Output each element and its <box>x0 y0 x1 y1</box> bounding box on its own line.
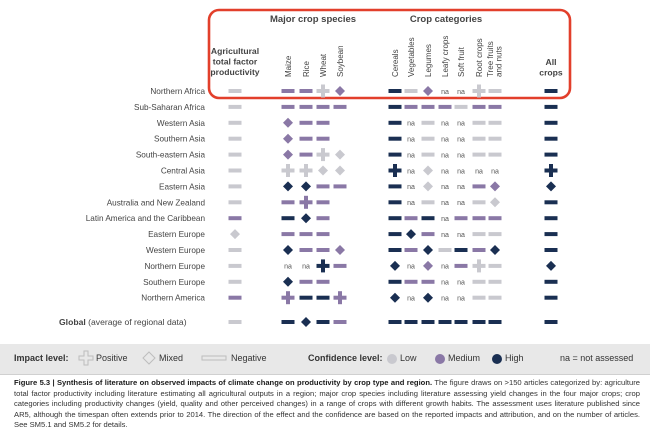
cell-softfruit <box>455 264 468 268</box>
cell-legumes <box>422 153 435 157</box>
cell-maize <box>282 291 295 304</box>
cell-wheat <box>317 259 330 272</box>
svg-text:na: na <box>491 168 499 176</box>
cell-soybean <box>335 86 345 96</box>
cell-rootcrops <box>473 200 486 204</box>
row-label: Eastern Europe <box>148 230 205 240</box>
global-cell-soybean <box>334 320 347 324</box>
cell-legumes <box>423 293 433 303</box>
cell-agri <box>229 137 242 141</box>
cell-cereals <box>389 200 402 204</box>
cell-wheat <box>317 232 330 236</box>
cell-wheat <box>317 184 330 188</box>
cell-cereals <box>389 121 402 125</box>
cell-rootcrops <box>473 259 486 272</box>
column-header-soybean: Soybean <box>336 45 345 77</box>
global-cell-cereals <box>389 320 402 324</box>
cell-leafy <box>441 200 449 207</box>
cell-vegetables <box>407 184 415 191</box>
cell-vegetables <box>407 137 415 144</box>
cell-wheat <box>317 280 330 284</box>
cell-legumes <box>422 280 435 284</box>
cell-softfruit <box>457 89 465 96</box>
row-label: Sub-Saharan Africa <box>133 102 205 112</box>
cell-leafy <box>441 296 449 303</box>
column-header-vegetables: Vegetables <box>407 37 416 77</box>
svg-text:na: na <box>441 168 449 176</box>
cell-maize <box>283 150 293 160</box>
cell-rice <box>300 121 313 125</box>
cell-softfruit <box>457 168 465 175</box>
cell-soybean <box>334 105 347 109</box>
cell-legumes <box>423 166 433 176</box>
cell-maize <box>282 164 295 177</box>
cell-agri <box>229 200 242 204</box>
column-header-cereals: Cereals <box>391 49 400 77</box>
cell-treefruits <box>489 153 502 157</box>
cell-maize <box>282 216 295 220</box>
cell-rootcrops <box>473 296 486 300</box>
cell-vegetables <box>407 264 415 271</box>
cell-cereals <box>390 293 400 303</box>
row-label: Australia and New Zealand <box>106 198 205 208</box>
cell-rootcrops <box>473 137 486 141</box>
legend-bar <box>0 344 650 375</box>
cell-allcrops <box>545 153 558 157</box>
column-header-rootcrops: Root crops <box>475 38 484 77</box>
cell-rootcrops <box>473 184 486 188</box>
cell-leafy <box>441 184 449 191</box>
caption-label: Figure 5.3 | Synthesis of literature on observed impacts of climate change on productivity by crop type and region. <box>14 378 433 387</box>
cell-wheat <box>317 137 330 141</box>
svg-text:na: na <box>407 120 415 128</box>
cell-vegetables <box>406 229 416 239</box>
negative-icon <box>202 356 226 360</box>
svg-text:na: na <box>441 120 449 128</box>
cell-treefruits <box>490 181 500 191</box>
cell-cereals <box>389 105 402 109</box>
cell-rootcrops <box>473 105 486 109</box>
global-cell-legumes <box>422 320 435 324</box>
cell-leafy <box>441 216 449 223</box>
cell-agri <box>229 248 242 252</box>
column-header-rice: Rice <box>302 60 311 77</box>
svg-text:na: na <box>441 216 449 223</box>
cell-softfruit <box>457 280 465 287</box>
cell-legumes <box>422 121 435 125</box>
high-confidence-dot <box>492 354 502 364</box>
cell-rice <box>300 89 313 93</box>
cell-legumes <box>422 105 435 109</box>
cell-wheat <box>317 200 330 204</box>
cell-softfruit <box>455 248 468 252</box>
cell-maize <box>282 232 295 236</box>
cell-vegetables <box>405 105 418 109</box>
cell-treefruits <box>489 280 502 284</box>
cell-legumes <box>423 261 433 271</box>
cell-leafy <box>441 232 449 239</box>
cell-rice <box>300 137 313 141</box>
cell-leafy <box>439 105 452 109</box>
positive-label: Positive <box>96 353 128 363</box>
cell-cereals <box>389 137 402 141</box>
cell-agri <box>229 296 242 300</box>
global-row-label: Global (average of regional data) <box>59 317 187 327</box>
global-cell-treefruits <box>489 320 502 324</box>
medium-confidence-dot <box>435 354 445 364</box>
global-cell-allcrops <box>545 320 558 324</box>
cell-rootcrops <box>475 168 483 175</box>
cell-leafy <box>441 137 449 144</box>
cell-wheat <box>317 85 330 98</box>
cell-agri <box>230 229 240 239</box>
global-cell-vegetables <box>405 320 418 324</box>
high-label: High <box>505 353 524 363</box>
group-header-crop-categories: Crop categories <box>409 14 483 25</box>
row-label: Western Europe <box>145 246 205 255</box>
low-confidence-dot <box>387 354 397 364</box>
cell-agri <box>229 184 242 188</box>
cell-wheat <box>317 216 330 220</box>
cell-vegetables <box>405 216 418 220</box>
global-cell-softfruit <box>455 320 468 324</box>
svg-text:na: na <box>302 263 310 271</box>
svg-text:na: na <box>441 88 449 96</box>
cell-allcrops <box>546 181 556 191</box>
cell-rice <box>302 264 310 271</box>
svg-text:na: na <box>441 263 449 271</box>
global-cell-rootcrops <box>473 320 486 324</box>
global-cell-leafy <box>439 320 452 324</box>
cell-softfruit <box>457 152 465 159</box>
cell-agri <box>229 121 242 125</box>
svg-text:na: na <box>441 231 449 239</box>
cell-agri <box>229 216 242 220</box>
cell-maize <box>282 200 295 204</box>
svg-text:na: na <box>407 152 415 160</box>
column-header-legumes: Legumes <box>424 44 433 77</box>
cell-allcrops <box>545 248 558 252</box>
caption-body: The figure draws on >150 articles categorized by: agriculture total factor productivity including literature estimating all agricultural outputs in a region; major crop species including literature assessing yield changes in the four major crops; crop categories including productivity changes (yield, quality and other perceived changes) in a range of crops with different growth habits. The assessment uses literature published since AR5, although the timespan often extends prior to 2014. The direction of the effect and the confidence are based on the reported impacts and attribution, and on the number of articles. See SM5.1 and SM5.2 for details. <box>14 378 640 430</box>
cell-treefruits <box>489 296 502 300</box>
cell-treefruits <box>489 89 502 93</box>
cell-softfruit <box>457 296 465 303</box>
cell-rice <box>301 213 311 223</box>
cell-leafy <box>441 168 449 175</box>
impact-level-title: Impact level: <box>14 353 69 363</box>
cell-vegetables <box>407 200 415 207</box>
cell-leafy <box>441 89 449 96</box>
negative-label: Negative <box>231 353 267 363</box>
cell-soybean <box>335 150 345 160</box>
mixed-label: Mixed <box>159 353 184 363</box>
cell-softfruit <box>457 137 465 144</box>
cell-cereals <box>389 280 402 284</box>
cell-allcrops <box>545 164 558 177</box>
cell-rootcrops <box>473 153 486 157</box>
cell-rice <box>300 153 313 157</box>
figure-caption <box>14 378 640 431</box>
cell-treefruits <box>489 105 502 109</box>
svg-text:na: na <box>441 152 449 160</box>
cell-cereals <box>389 164 402 177</box>
cell-maize <box>283 118 293 128</box>
cell-vegetables <box>405 280 418 284</box>
cell-allcrops <box>545 200 558 204</box>
cell-allcrops <box>545 137 558 141</box>
svg-text:na: na <box>457 231 465 239</box>
cell-cereals <box>389 216 402 220</box>
svg-text:na: na <box>457 136 465 144</box>
row-label: Central Asia <box>160 166 205 176</box>
cell-rice <box>300 164 313 177</box>
svg-text:na: na <box>284 263 292 271</box>
cell-maize <box>283 181 293 191</box>
svg-text:na: na <box>457 200 465 208</box>
cell-legumes <box>423 181 433 191</box>
cell-agri <box>229 105 242 109</box>
cell-legumes <box>422 200 435 204</box>
cell-legumes <box>422 232 435 236</box>
row-labels <box>59 87 205 327</box>
row-label: Western Asia <box>156 118 205 128</box>
column-header-agri: Agricultural total factor productivity <box>210 46 260 77</box>
cell-treefruits <box>489 121 502 125</box>
cell-rice <box>300 280 313 284</box>
cell-rootcrops <box>473 248 486 252</box>
low-label: Low <box>400 353 417 363</box>
cell-legumes <box>422 137 435 141</box>
row-label: Northern Africa <box>150 87 205 96</box>
cell-cereals <box>390 261 400 271</box>
svg-text:na: na <box>457 184 465 192</box>
cell-wheat <box>317 248 330 252</box>
cell-agri <box>229 264 242 268</box>
cell-wheat <box>317 121 330 125</box>
cell-rice <box>300 296 313 300</box>
row-label: Northern Europe <box>144 261 205 271</box>
cell-wheat <box>318 166 328 176</box>
cell-treefruits <box>489 216 502 220</box>
cell-rootcrops <box>473 121 486 125</box>
cell-legumes <box>423 86 433 96</box>
cell-rootcrops <box>473 216 486 220</box>
cell-maize <box>283 134 293 144</box>
cell-allcrops <box>545 121 558 125</box>
mixed-icon <box>143 352 155 364</box>
row-label: Eastern Asia <box>159 182 205 192</box>
cell-rootcrops <box>473 85 486 98</box>
svg-text:na: na <box>407 184 415 192</box>
cell-maize <box>282 89 295 93</box>
cell-vegetables <box>407 168 415 175</box>
cell-cereals <box>389 184 402 188</box>
cell-leafy <box>441 264 449 271</box>
row-label: Southern Asia <box>154 134 205 144</box>
column-header-wheat: Wheat <box>319 53 328 77</box>
cell-maize <box>283 277 293 287</box>
highlight-frame <box>209 10 570 98</box>
matrix-cells <box>229 85 558 328</box>
cell-allcrops <box>545 296 558 300</box>
cell-vegetables <box>407 296 415 303</box>
svg-text:na: na <box>441 136 449 144</box>
cell-agri <box>229 280 242 284</box>
row-label: Southern Europe <box>143 277 205 287</box>
cell-rootcrops <box>473 232 486 236</box>
cell-allcrops <box>545 89 558 93</box>
cell-softfruit <box>457 121 465 128</box>
cell-treefruits <box>489 232 502 236</box>
cell-allcrops <box>546 261 556 271</box>
group-header-major-crop-species: Major crop species <box>269 14 357 25</box>
svg-text:na: na <box>457 120 465 128</box>
cell-softfruit <box>455 105 468 109</box>
cell-rice <box>300 248 313 252</box>
cell-treefruits <box>491 168 499 175</box>
cell-treefruits <box>490 245 500 255</box>
svg-text:na: na <box>441 184 449 192</box>
cell-softfruit <box>457 184 465 191</box>
svg-text:na: na <box>407 136 415 144</box>
svg-text:na: na <box>407 295 415 303</box>
cell-vegetables <box>405 248 418 252</box>
svg-text:na: na <box>441 200 449 208</box>
cell-wheat <box>317 148 330 161</box>
cell-allcrops <box>545 105 558 109</box>
row-label: Northern America <box>141 293 205 303</box>
cell-agri <box>229 89 242 93</box>
cell-rice <box>300 196 313 209</box>
cell-treefruits <box>490 197 500 207</box>
cell-allcrops <box>545 280 558 284</box>
positive-icon <box>79 351 93 365</box>
cell-softfruit <box>457 232 465 239</box>
column-header-softfruit: Soft fruit <box>457 47 466 77</box>
svg-text:na: na <box>475 168 483 176</box>
cell-rice <box>300 232 313 236</box>
svg-text:na: na <box>407 263 415 271</box>
medium-label: Medium <box>448 353 481 363</box>
cell-leafy <box>441 152 449 159</box>
cell-softfruit <box>457 200 465 207</box>
cell-agri <box>229 169 242 173</box>
column-header-maize: Maize <box>284 55 293 77</box>
cell-allcrops <box>545 232 558 236</box>
svg-text:na: na <box>457 279 465 287</box>
cell-maize <box>282 105 295 109</box>
cell-leafy <box>441 121 449 128</box>
cell-rootcrops <box>473 280 486 284</box>
chart-headers <box>270 14 482 25</box>
cell-maize <box>283 245 293 255</box>
cell-leafy <box>441 280 449 287</box>
cell-rice <box>301 181 311 191</box>
cell-allcrops <box>545 216 558 220</box>
svg-text:na: na <box>407 200 415 208</box>
cell-soybean <box>335 166 345 176</box>
cell-softfruit <box>455 216 468 220</box>
cell-maize <box>284 264 292 271</box>
column-header-leafy: Leafy crops <box>441 35 450 77</box>
column-headers <box>210 36 563 78</box>
svg-text:na: na <box>457 168 465 176</box>
cell-legumes <box>422 216 435 220</box>
cell-vegetables <box>407 152 415 159</box>
cell-cereals <box>389 232 402 236</box>
global-cell-maize <box>282 320 295 324</box>
cell-wheat <box>317 296 330 300</box>
cell-leafy <box>439 248 452 252</box>
svg-text:na: na <box>407 168 415 176</box>
svg-text:na: na <box>441 279 449 287</box>
cell-legumes <box>423 245 433 255</box>
cell-soybean <box>334 291 347 304</box>
svg-text:na: na <box>457 295 465 303</box>
cell-treefruits <box>489 264 502 268</box>
row-label: South-eastern Asia <box>135 150 205 160</box>
confidence-level-title: Confidence level: <box>308 353 383 363</box>
cell-vegetables <box>407 121 415 128</box>
cell-wheat <box>317 105 330 109</box>
global-cell-agri <box>229 320 242 324</box>
not-assessed-note: na = not assessed <box>560 353 634 363</box>
global-cell-rice <box>301 317 311 327</box>
cell-cereals <box>389 89 402 93</box>
svg-text:na: na <box>457 152 465 160</box>
cell-treefruits <box>489 137 502 141</box>
svg-text:na: na <box>441 295 449 303</box>
cell-agri <box>229 153 242 157</box>
cell-rice <box>300 105 313 109</box>
svg-text:na: na <box>457 88 465 96</box>
cell-soybean <box>334 264 347 268</box>
column-header-treefruits: Tree fruitsand nuts <box>486 41 504 77</box>
global-cell-wheat <box>317 320 330 324</box>
cell-soybean <box>334 184 347 188</box>
cell-vegetables <box>405 89 418 93</box>
row-label: Latin America and the Caribbean <box>85 214 205 224</box>
cell-cereals <box>389 153 402 157</box>
column-header-allcrops: All crops <box>539 57 563 78</box>
cell-soybean <box>335 245 345 255</box>
cell-cereals <box>389 248 402 252</box>
